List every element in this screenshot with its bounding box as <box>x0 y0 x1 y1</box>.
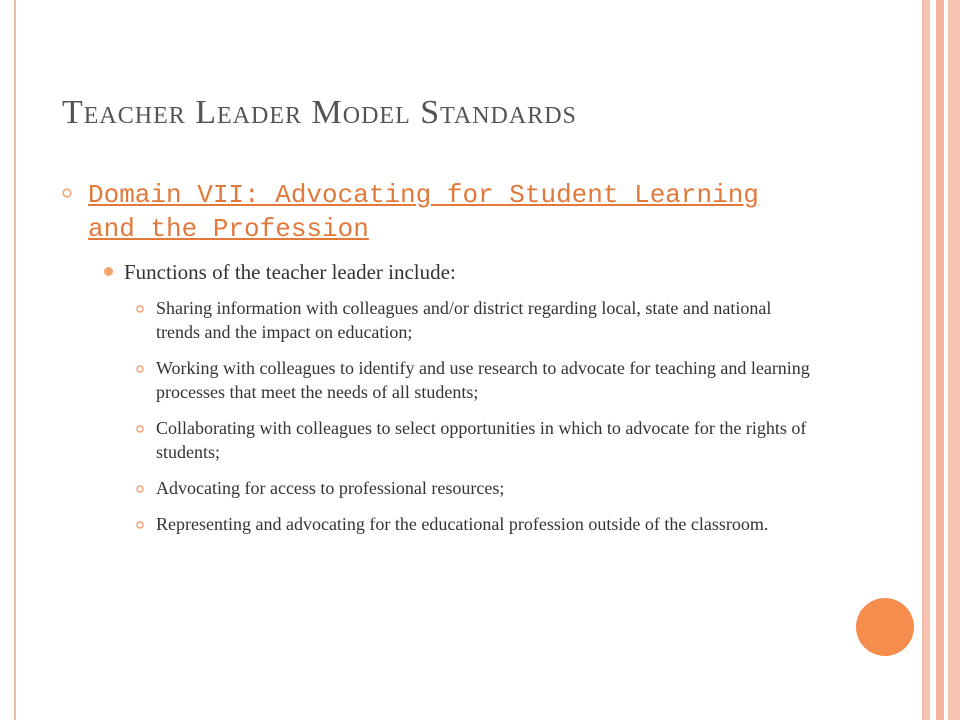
list-item <box>136 356 816 404</box>
functions-bullet-item <box>104 258 804 286</box>
functions-list <box>136 296 816 548</box>
functions-heading: Functions of the teacher leader include: <box>124 260 456 284</box>
decorative-stripe <box>948 0 960 720</box>
hollow-circle-icon <box>136 425 144 433</box>
decorative-stripe <box>936 0 944 720</box>
list-item <box>136 512 816 536</box>
hollow-circle-icon <box>136 485 144 493</box>
function-text: Working with colleagues to identify and use research to advocate for teaching and learning processes that meet the needs of all students; <box>156 358 810 402</box>
domain-bullet-item <box>62 178 782 246</box>
function-text: Representing and advocating for the educational profession outside of the classroom. <box>156 514 769 534</box>
filled-dot-icon <box>104 267 113 276</box>
hollow-circle-icon <box>136 305 144 313</box>
list-item <box>136 296 816 344</box>
decorative-orange-circle <box>856 598 914 656</box>
hollow-circle-icon <box>136 521 144 529</box>
hollow-circle-icon <box>136 365 144 373</box>
function-text: Advocating for access to professional resources; <box>156 478 505 498</box>
hollow-circle-icon <box>62 188 72 198</box>
list-item <box>136 476 816 500</box>
function-text: Collaborating with colleagues to select opportunities in which to advocate for the rights of students; <box>156 418 807 462</box>
slide-title: Teacher Leader Model Standards <box>62 94 577 131</box>
domain-link[interactable]: Domain VII: Advocating for Student Learning and the Profession <box>88 180 759 244</box>
function-text: Sharing information with colleagues and/or district regarding local, state and national trends and the impact on education; <box>156 298 772 342</box>
list-item <box>136 416 816 464</box>
